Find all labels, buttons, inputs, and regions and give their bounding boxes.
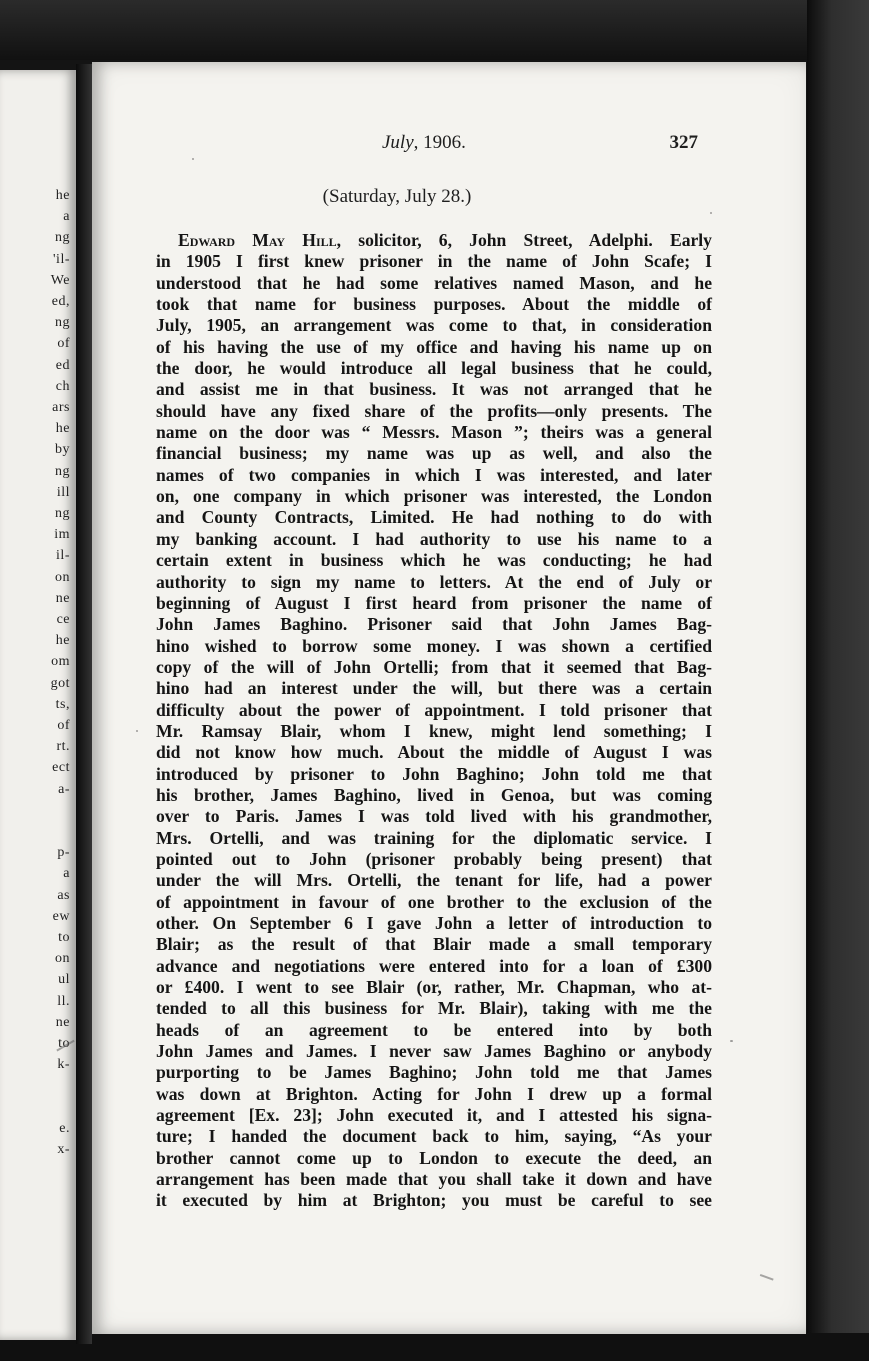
left-page-fragment: We xyxy=(50,272,70,288)
text-line: should have any fixed share of the profits—only presents. The xyxy=(156,400,712,421)
text-line: name on the door was “ Messrs. Mason ”; theirs was a general xyxy=(156,422,712,443)
page-number: 327 xyxy=(669,132,698,153)
scan-speck xyxy=(730,1040,733,1042)
bottom-shadow-band xyxy=(0,1333,869,1361)
left-page-fragment: to xyxy=(58,930,70,945)
paragraph-first-line xyxy=(156,230,712,251)
text-line: and County Contracts, Limited. He had nothing to do with xyxy=(156,507,712,528)
left-page-edge xyxy=(0,70,78,1340)
left-page-fragment: ce xyxy=(56,612,70,627)
left-page-fragment: a xyxy=(63,209,70,225)
left-page-fragment: 'il- xyxy=(53,251,70,267)
text-line: introduced by prisoner to John Baghino; John told me that xyxy=(156,763,712,784)
text-line: Mrs. Ortelli, and was training for the diplomatic service. I xyxy=(156,827,712,848)
scan-speck xyxy=(136,730,138,732)
text-line: other. On September 6 I gave John a letter of introduction to xyxy=(156,913,712,933)
left-page-fragment: a- xyxy=(58,781,70,797)
left-page-fragment: ng xyxy=(55,463,70,479)
text-line: on, one company in which prisoner was interested, the London xyxy=(156,486,712,507)
left-page-fragment: ul xyxy=(58,972,70,988)
text-line: of his having the use of my office and having his name up on xyxy=(156,336,712,357)
text-line: difficulty about the power of appointment. I told prisoner that xyxy=(156,699,712,720)
left-page-fragment: ars xyxy=(52,400,70,415)
text-line: copy of the will of John Ortelli; from that it seemed that Bag- xyxy=(156,656,712,677)
text-line: agreement [Ex. 23]; John executed it, and I attested his signa- xyxy=(156,1105,712,1126)
left-page-fragment: ts, xyxy=(55,696,70,712)
left-page-fragment: ew xyxy=(52,908,70,924)
left-page-fragment: he xyxy=(55,633,70,649)
witness-name: Edward May Hill xyxy=(178,230,337,250)
left-page-fragment: ne xyxy=(55,590,70,606)
book-spine-shadow xyxy=(76,64,92,1344)
left-page-fragment: he xyxy=(55,188,70,203)
left-page-fragment: ch xyxy=(55,378,70,394)
left-page-fragment: a xyxy=(63,866,70,882)
text-line: it executed by him at Brighton; you must be careful to see xyxy=(156,1190,712,1211)
running-year: , 1906. xyxy=(413,132,466,153)
running-month: July xyxy=(382,132,414,153)
left-page-fragment: ng xyxy=(55,506,70,521)
text-line: names of two companies in which I was interested, and later xyxy=(156,464,712,485)
left-page-fragment: ng xyxy=(55,315,70,331)
text-line: and assist me in that business. It was not arranged that he xyxy=(156,379,712,400)
text-line: under the will Mrs. Ortelli, the tenant for life, had a power xyxy=(156,870,712,891)
left-page-fragment: ed, xyxy=(51,294,70,309)
left-page-fragment: on xyxy=(55,951,70,967)
left-page-fragment: rt. xyxy=(56,739,70,755)
left-page-fragment: as xyxy=(57,887,70,903)
testimony-paragraph xyxy=(156,230,712,1212)
running-title xyxy=(382,132,466,154)
running-head xyxy=(92,132,806,162)
left-page-fragment: ed xyxy=(55,357,70,373)
left-page-fragment: he xyxy=(55,421,70,437)
left-page-fragment: by xyxy=(55,442,70,458)
left-page-fragment: to xyxy=(58,1036,70,1051)
right-page xyxy=(92,62,806,1334)
text-line: over to Paris. James I was told lived with his grandmother, xyxy=(156,806,712,827)
text-line: Mr. Ramsay Blair, whom I knew, might lend something; I xyxy=(156,720,712,741)
top-shadow-band xyxy=(0,0,869,60)
left-page-fragment: ne xyxy=(55,1014,70,1030)
left-page-fragment: il- xyxy=(56,548,70,564)
text-line: John James and James. I never saw James Baghino or anybody xyxy=(156,1041,712,1062)
scan-speck xyxy=(710,212,712,214)
left-page-fragment: p- xyxy=(57,845,70,861)
text-line: beginning of August I first heard from prisoner the name of xyxy=(156,592,712,613)
left-page-fragment: im xyxy=(54,527,70,543)
text-line: in 1905 I first knew prisoner in the name of John Scafe; I xyxy=(156,251,712,272)
text-line: my banking account. I had authority to use his name to a xyxy=(156,528,712,549)
text-line: hino wished to borrow some money. I was shown a certified xyxy=(156,635,712,656)
date-heading: (Saturday, July 28.) xyxy=(322,186,472,207)
left-page-fragment: ect xyxy=(52,760,70,776)
left-page-fragment: e. xyxy=(59,1120,70,1136)
text-line: Blair; as the result of that Blair made a small temporary xyxy=(156,934,712,955)
left-page-fragment: ll. xyxy=(57,993,70,1009)
text-line: was down at Brighton. Acting for John I drew up a formal xyxy=(156,1083,712,1104)
text-line: financial business; my name was up as well, and also the xyxy=(156,443,712,464)
left-page-fragment: ill xyxy=(56,484,70,500)
text-line: arrangement has been made that you shall take it down and have xyxy=(156,1169,712,1190)
scan-speck xyxy=(192,158,194,160)
pencil-mark xyxy=(756,1274,773,1290)
text-line: purporting to be James Baghino; John told me that James xyxy=(156,1062,712,1083)
first-line-text: , solicitor, 6, John Street, Adelphi. Early xyxy=(336,230,712,250)
text-line: ture; I handed the document back to him, saying, “As your xyxy=(156,1126,712,1147)
text-line: heads of an agreement to be entered into by both xyxy=(156,1019,712,1040)
left-page-fragment: of xyxy=(57,336,70,352)
text-line: took that name for business purposes. About the middle of xyxy=(156,294,712,315)
left-page-fragment: k- xyxy=(57,1057,70,1073)
left-page-fragment: on xyxy=(55,569,70,585)
text-line: his brother, James Baghino, lived in Genoa, but was coming xyxy=(156,784,712,805)
text-line: authority to sign my name to letters. At the end of July or xyxy=(156,571,712,592)
text-line: of appointment in favour of one brother to the exclusion of the xyxy=(156,891,712,912)
left-page-fragment: got xyxy=(50,675,70,691)
text-line: pointed out to John (prisoner probably being present) that xyxy=(156,848,712,869)
text-line: the door, he would introduce all legal business that he could, xyxy=(156,358,712,379)
right-edge-band xyxy=(807,0,869,1361)
text-line: did not know how much. About the middle of August I was xyxy=(156,742,712,763)
left-page-fragment: of xyxy=(57,718,70,733)
text-line: or £400. I went to see Blair (or, rather, Mr. Chapman, who at- xyxy=(156,977,712,998)
left-page-fragment: om xyxy=(51,654,70,670)
text-line: July, 1905, an arrangement was come to that, in consideration xyxy=(156,315,712,336)
text-line: tended to all this business for Mr. Blair), taking with me the xyxy=(156,998,712,1019)
text-line: brother cannot come up to London to execute the deed, an xyxy=(156,1147,712,1168)
text-line: advance and negotiations were entered into for a loan of £300 xyxy=(156,955,712,976)
text-line: understood that he had some relatives named Mason, and he xyxy=(156,272,712,293)
left-page-fragment: x- xyxy=(57,1142,70,1157)
text-line: John James Baghino. Prisoner said that John James Bag- xyxy=(156,614,712,635)
left-page-fragment: ng xyxy=(55,230,70,246)
text-line: certain extent in business which he was conducting; he had xyxy=(156,550,712,571)
text-line: hino had an interest under the will, but there was a certain xyxy=(156,678,712,699)
